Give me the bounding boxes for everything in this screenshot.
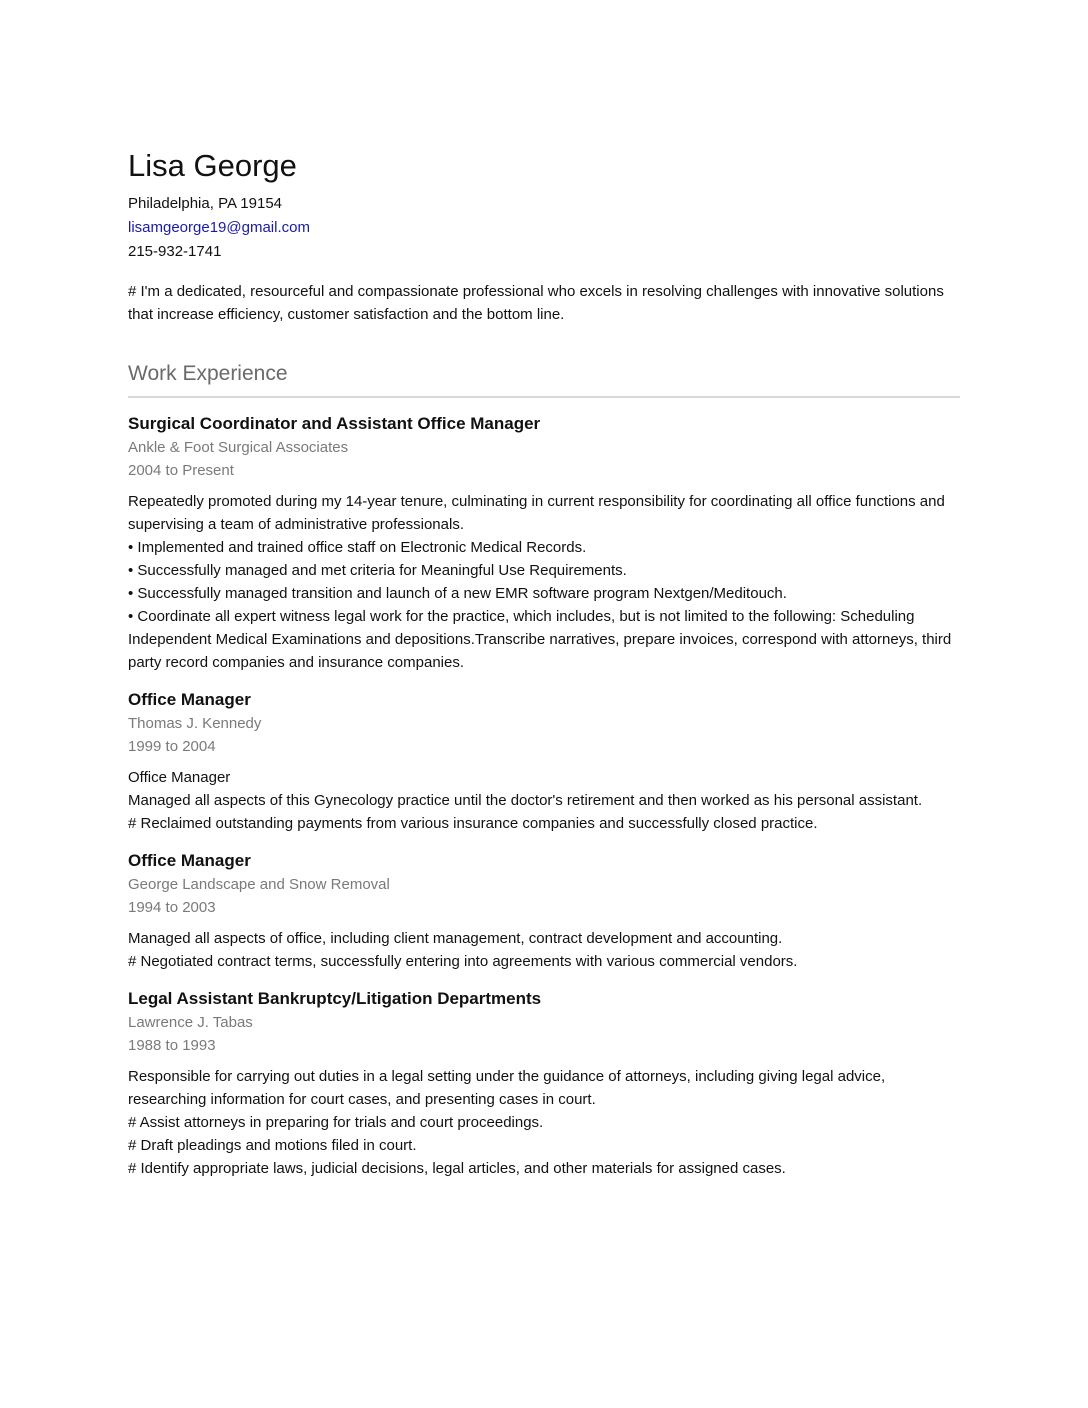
section-title-work-experience: Work Experience (128, 362, 288, 385)
job-description-line: Office Manager (128, 769, 231, 786)
job-company: Thomas J. Kennedy (128, 715, 262, 732)
job-title: Office Manager (128, 690, 251, 709)
location: Philadelphia, PA 19154 (128, 195, 283, 212)
job-description-line: Repeatedly promoted during my 14-year tenure, culminating in current responsibility for coordinating all office functions and supervising a team of administrative professionals. (128, 493, 945, 533)
job-title: Legal Assistant Bankruptcy/Litigation Departments (128, 989, 542, 1008)
job-description-line: Managed all aspects of this Gynecology practice until the doctor's retirement and then worked as his personal assistant. (128, 792, 923, 809)
job-description-line: • Successfully managed transition and launch of a new EMR software program Nextgen/Meditouch. (128, 585, 787, 602)
resume-page (128, 146, 960, 1194)
job-description (128, 490, 960, 674)
job-title: Office Manager (128, 851, 251, 870)
phone: 215-932-1741 (128, 243, 222, 260)
job-description-line: # Draft pleadings and motions filed in court. (128, 1137, 417, 1154)
job-description-line: # Identify appropriate laws, judicial decisions, legal articles, and other materials for assigned cases. (128, 1160, 786, 1177)
email-link[interactable]: lisamgeorge19@gmail.com (128, 219, 310, 236)
job-company: George Landscape and Snow Removal (128, 876, 390, 893)
job-entry (128, 849, 960, 973)
job-description-line: # Assist attorneys in preparing for trials and court proceedings. (128, 1114, 544, 1131)
job-description-line: • Coordinate all expert witness legal work for the practice, which includes, but is not limited to the following: Scheduling Independent Medical Examinations and depositions.Transcribe narratives, prepare invoices, correspond with attorneys, third party record companies and insurance companies. (128, 608, 952, 671)
section-divider (128, 396, 960, 398)
job-description-line: Responsible for carrying out duties in a legal setting under the guidance of attorneys, including giving legal advice, researching information for court cases, and presenting cases in court. (128, 1068, 886, 1108)
email-line (128, 216, 960, 240)
job-entry (128, 688, 960, 835)
job-company: Lawrence J. Tabas (128, 1014, 253, 1031)
job-entry (128, 987, 960, 1180)
job-dates: 1994 to 2003 (128, 899, 216, 916)
professional-summary: # I'm a dedicated, resourceful and compassionate professional who excels in resolving challenges with innovative solutions that increase efficiency, customer satisfaction and the bottom line. (128, 283, 944, 323)
job-description-line: Managed all aspects of office, including client management, contract development and accounting. (128, 930, 783, 947)
job-title: Surgical Coordinator and Assistant Office Manager (128, 414, 541, 433)
job-dates: 2004 to Present (128, 462, 234, 479)
job-entry (128, 412, 960, 674)
job-description (128, 1065, 960, 1180)
job-company: Ankle & Foot Surgical Associates (128, 439, 349, 456)
job-description-line: • Successfully managed and met criteria for Meaningful Use Requirements. (128, 562, 627, 579)
job-description-line: # Reclaimed outstanding payments from various insurance companies and successfully closed practice. (128, 815, 818, 832)
job-dates: 1988 to 1993 (128, 1037, 216, 1054)
job-dates: 1999 to 2004 (128, 738, 216, 755)
job-description-line: # Negotiated contract terms, successfully entering into agreements with various commercial vendors. (128, 953, 798, 970)
job-description (128, 766, 960, 835)
job-description-line: • Implemented and trained office staff on Electronic Medical Records. (128, 539, 587, 556)
job-description (128, 927, 960, 973)
candidate-name: Lisa George (128, 148, 297, 183)
